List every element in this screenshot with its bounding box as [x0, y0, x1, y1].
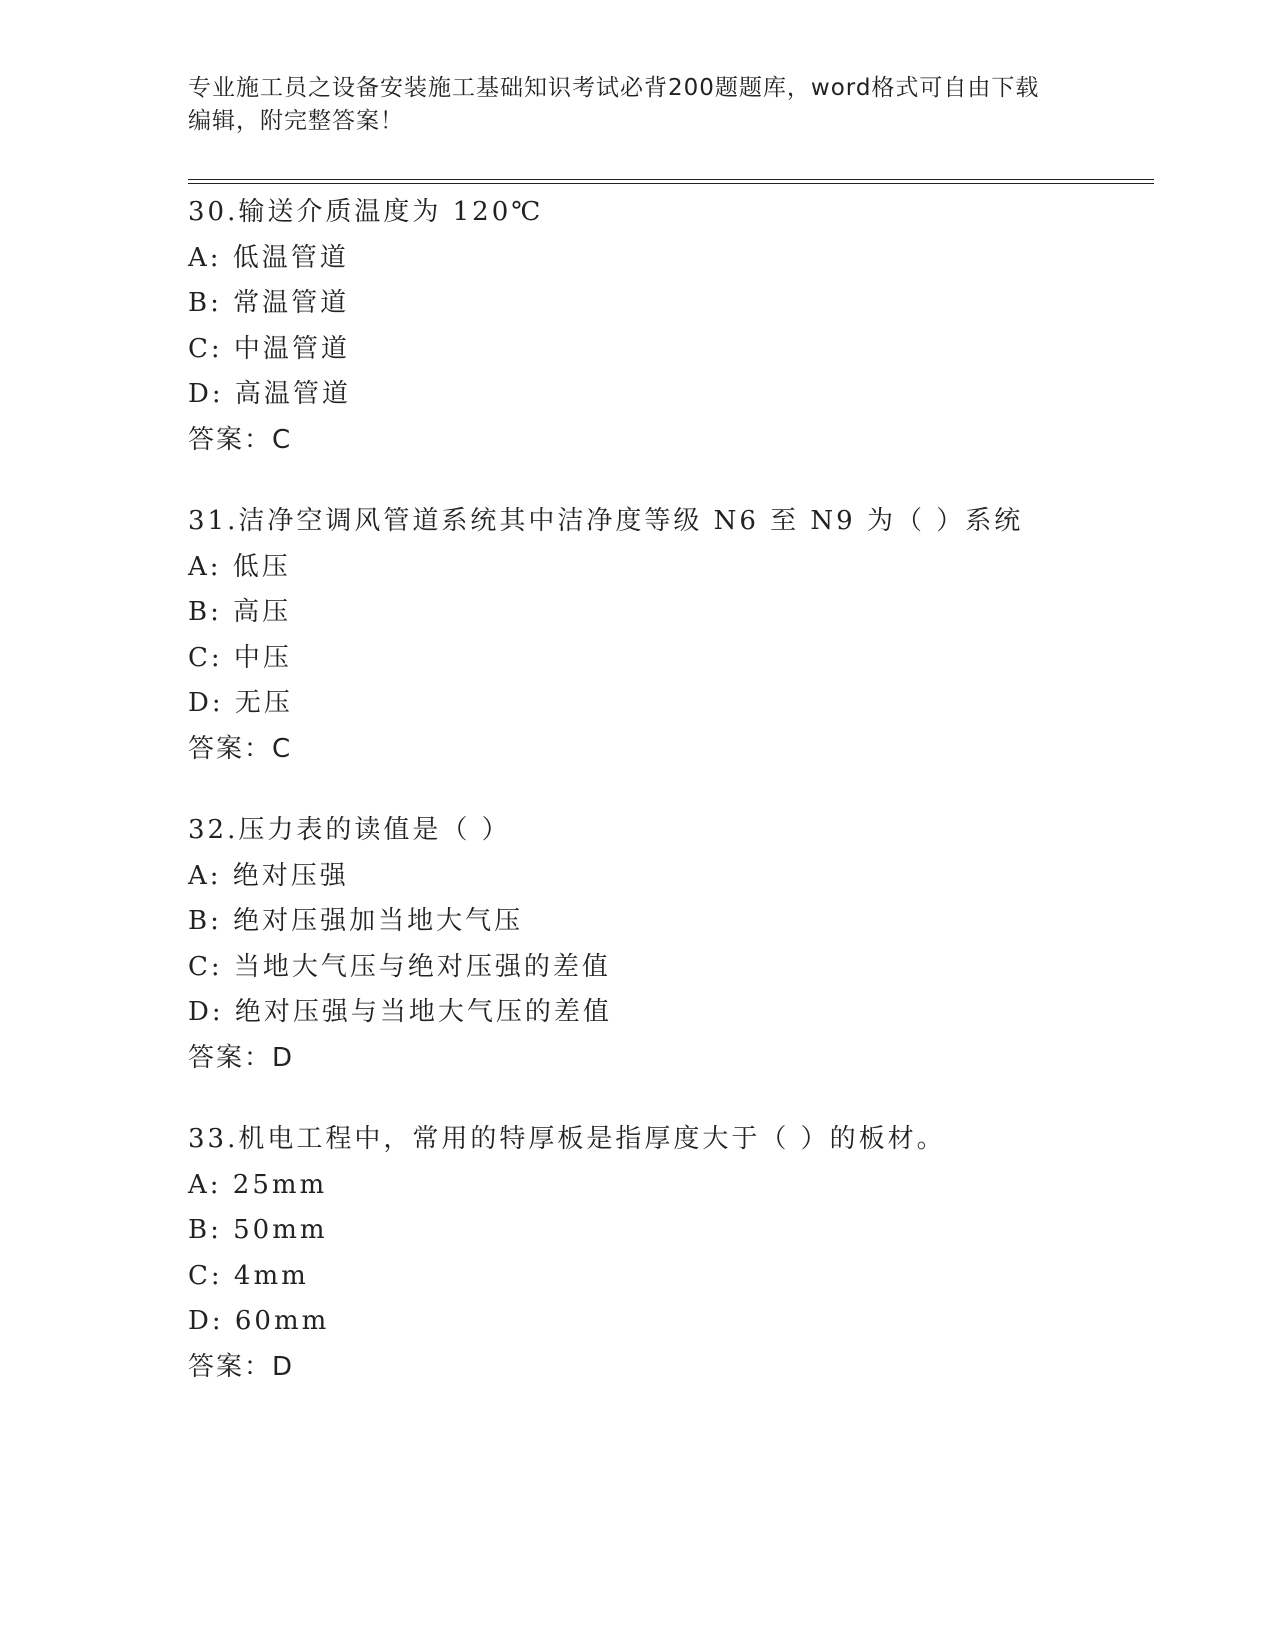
option-a: A: 25mm	[188, 1169, 328, 1200]
answer-line: 答案：C	[188, 733, 293, 764]
question-stem: 30.输送介质温度为 120℃	[188, 197, 544, 227]
question-30	[188, 190, 1154, 463]
header-line-2: 编辑，附完整答案！	[188, 108, 404, 134]
option-a: A: 低压	[188, 551, 291, 582]
header-divider-top	[188, 179, 1154, 180]
option-c: C: 当地大气压与绝对压强的差值	[188, 951, 611, 982]
answer-line: 答案：C	[188, 424, 293, 455]
answer-line: 答案：D	[188, 1042, 295, 1073]
header-line-1: 专业施工员之设备安装施工基础知识考试必背200题题库，word格式可自由下载	[188, 75, 1040, 101]
option-b: B: 绝对压强加当地大气压	[188, 906, 524, 936]
header-divider-bottom	[188, 183, 1154, 184]
option-c: C: 中温管道	[188, 333, 350, 364]
question-stem: 31.洁净空调风管道系统其中洁净度等级 N6 至 N9 为（ ）系统	[188, 506, 1024, 536]
option-b: B: 50mm	[188, 1215, 328, 1245]
option-c: C: 中压	[188, 642, 292, 673]
option-a: A: 绝对压强	[188, 860, 349, 891]
option-b: B: 高压	[188, 597, 292, 627]
question-33	[188, 1117, 1154, 1390]
option-d: D: 60mm	[188, 1306, 330, 1336]
answer-line: 答案：D	[188, 1351, 295, 1382]
option-a: A: 低温管道	[188, 242, 349, 273]
question-list	[188, 190, 1154, 1426]
question-stem: 32.压力表的读值是（ ）	[188, 815, 511, 845]
question-32	[188, 808, 1154, 1081]
option-c: C: 4mm	[188, 1260, 309, 1291]
option-b: B: 常温管道	[188, 288, 350, 318]
document-header	[188, 72, 1088, 138]
option-d: D: 高温管道	[188, 379, 351, 409]
option-d: D: 无压	[188, 688, 293, 718]
question-stem: 33.机电工程中，常用的特厚板是指厚度大于（ ）的板材。	[188, 1124, 946, 1154]
question-31	[188, 499, 1154, 772]
option-d: D: 绝对压强与当地大气压的差值	[188, 997, 612, 1027]
